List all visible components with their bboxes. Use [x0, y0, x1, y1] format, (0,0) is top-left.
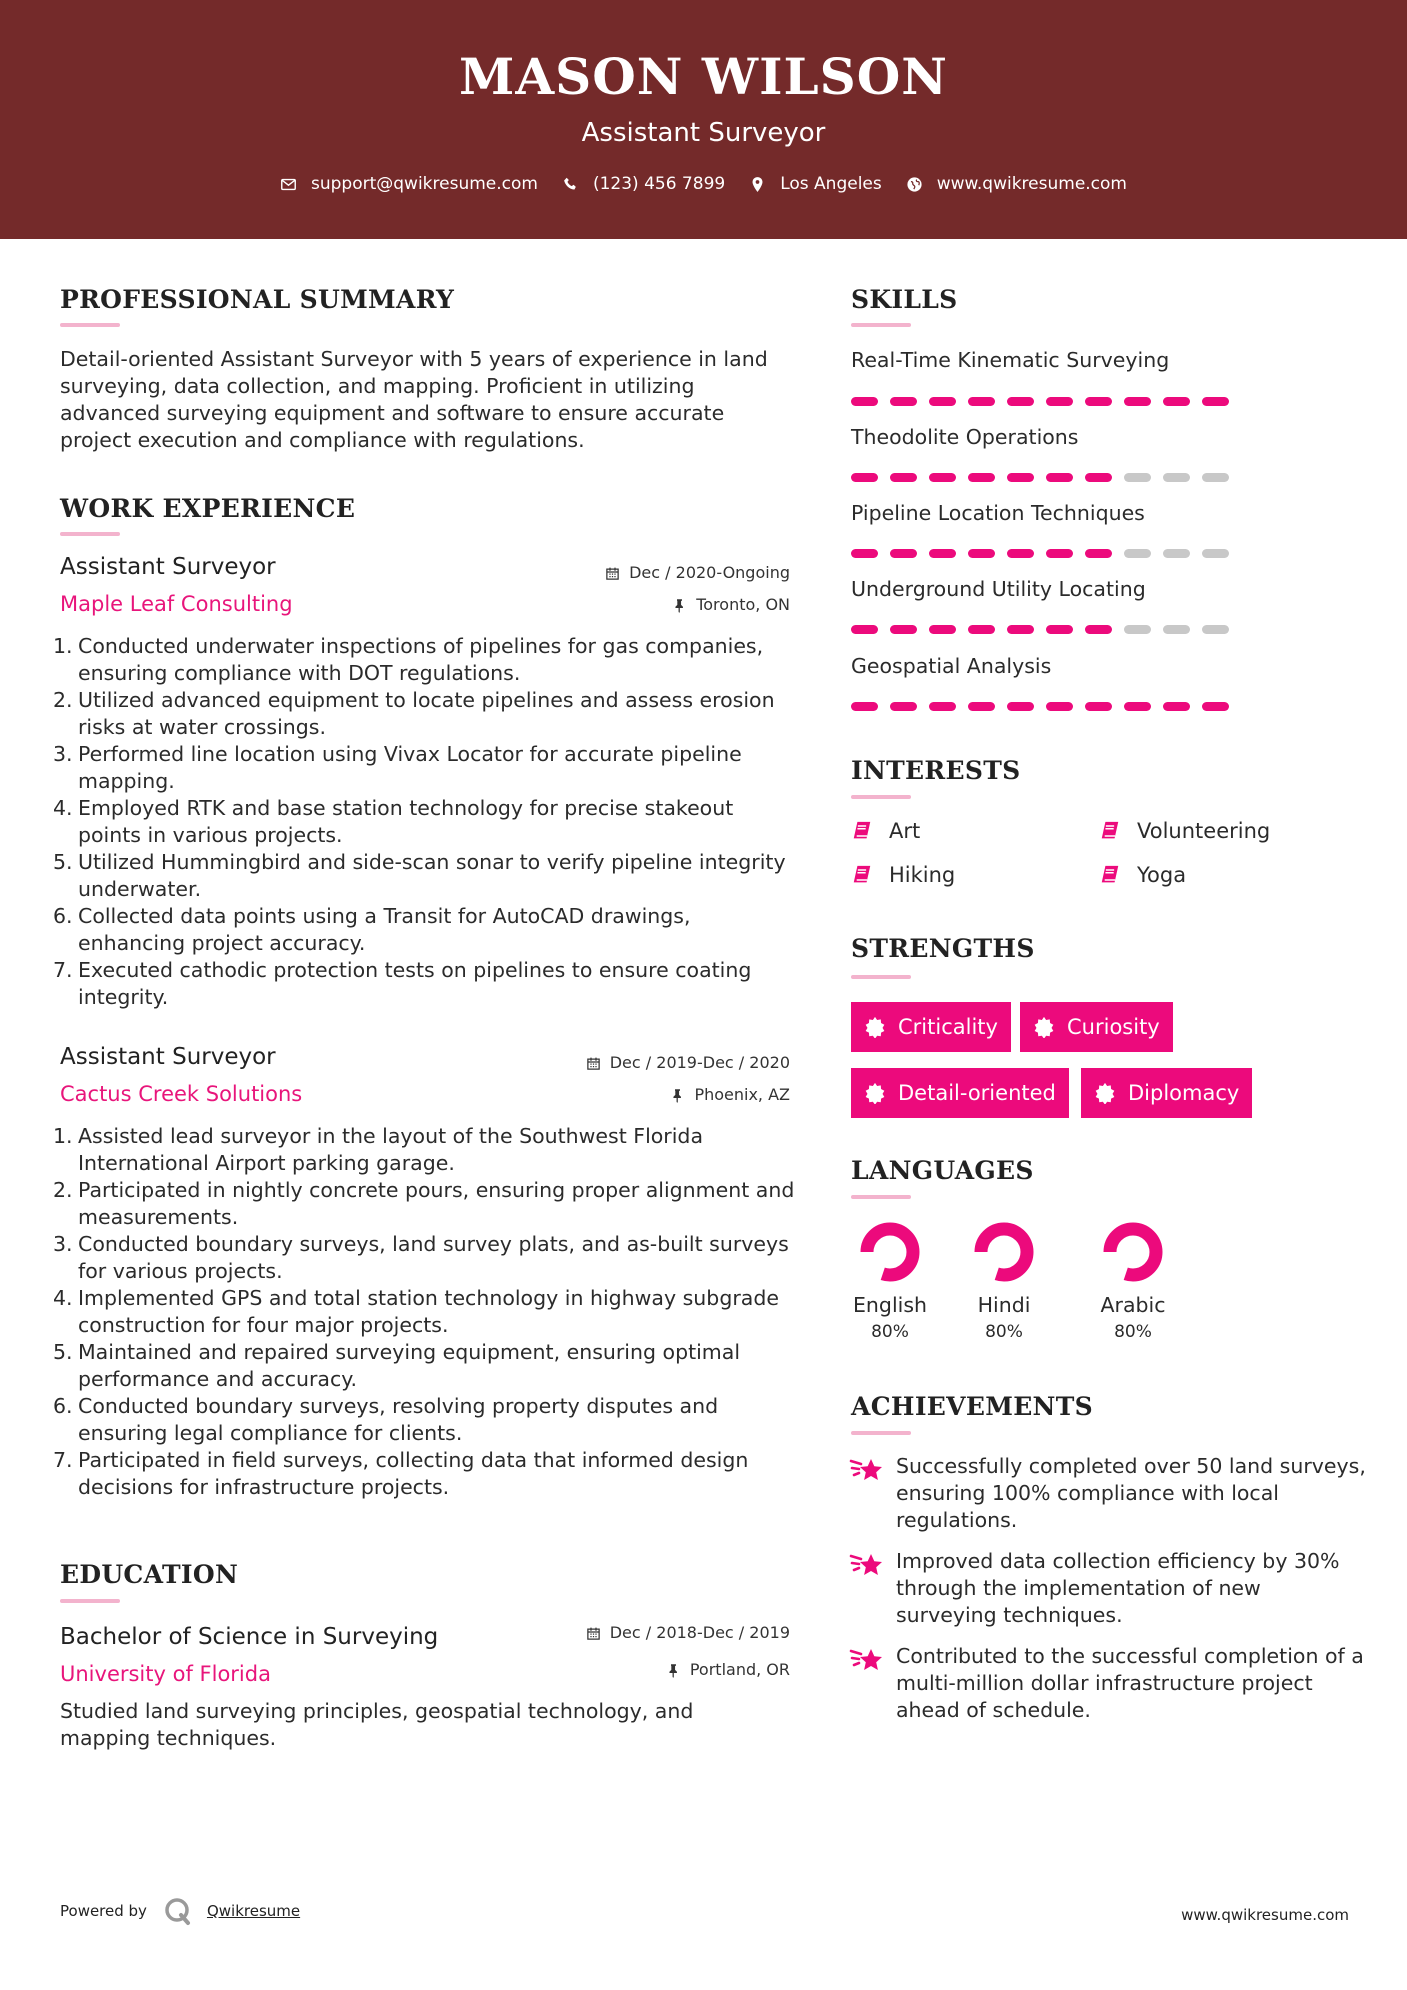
- skill-dash: [1007, 549, 1034, 558]
- education-date-text: Dec / 2018-Dec / 2019: [609, 1623, 790, 1642]
- language-percent: 80%: [871, 1321, 909, 1342]
- skill-dash: [1202, 549, 1229, 558]
- job-title: Assistant Surveyor: [60, 1044, 276, 1070]
- envelope-icon: [280, 176, 297, 193]
- skill-name: Underground Utility Locating: [851, 577, 1146, 601]
- job-duties-list: [53, 633, 799, 1011]
- skills-heading: SKILLS: [851, 285, 958, 314]
- skill-dash: [851, 625, 878, 634]
- interest-label: Yoga: [1137, 862, 1187, 887]
- skill-dash: [1085, 702, 1112, 711]
- skill-dash: [1163, 702, 1190, 711]
- contact-location-text: Los Angeles: [780, 174, 882, 194]
- skill-dash: [851, 397, 878, 406]
- calendar-icon: [605, 566, 620, 581]
- badge-seal-icon: [864, 1016, 886, 1038]
- achievements-heading: ACHIEVEMENTS: [851, 1392, 1093, 1421]
- interest-item: [1099, 864, 1186, 886]
- language-progress-ring: [857, 1219, 923, 1285]
- footer-powered-by: [60, 1896, 300, 1926]
- strength-badge: [851, 1068, 1069, 1118]
- education-description: Studied land surveying principles, geospatial technology, and mapping techniques.: [60, 1699, 694, 1750]
- calendar-icon: [586, 1626, 601, 1641]
- company-name: Cactus Creek Solutions: [60, 1082, 303, 1106]
- book-icon: [1099, 820, 1121, 842]
- list-item: 1. Assisted lead surveyor in the layout of the Southwest Florida International Airport parking garage.: [53, 1124, 703, 1175]
- strength-label: Curiosity: [1067, 1015, 1160, 1039]
- contact-phone-text: (123) 456 7899: [592, 174, 726, 194]
- skill-dash: [1163, 549, 1190, 558]
- contact-website-text: www.qwikresume.com: [936, 174, 1127, 194]
- badge-seal-icon: [1094, 1082, 1116, 1104]
- experience-underline: [60, 532, 120, 536]
- job-location: [672, 597, 790, 613]
- skill-dash: [968, 473, 995, 482]
- skill-dash: [1085, 549, 1112, 558]
- interest-item: [851, 864, 955, 886]
- skill-level-bar: [851, 625, 1231, 634]
- language-item: [1078, 1219, 1188, 1341]
- interest-label: Hiking: [889, 862, 956, 887]
- strength-label: Diplomacy: [1128, 1081, 1240, 1105]
- skill-dash: [1124, 473, 1151, 482]
- skill-dash: [1046, 702, 1073, 711]
- phone-icon: [562, 176, 579, 193]
- language-name: English: [852, 1293, 928, 1317]
- strength-label: Criticality: [898, 1015, 998, 1039]
- education-heading: EDUCATION: [60, 1560, 239, 1589]
- map-pin-icon: [749, 176, 766, 193]
- school-name: University of Florida: [60, 1662, 271, 1686]
- skill-dash: [1046, 625, 1073, 634]
- skill-dash: [929, 397, 956, 406]
- skill-dash: [851, 702, 878, 711]
- language-progress-ring: [971, 1219, 1037, 1285]
- education-location: [666, 1662, 790, 1678]
- list-item: 6. Conducted boundary surveys, resolving property disputes and ensuring legal compliance for clients.: [53, 1394, 719, 1445]
- strength-badge: [851, 1002, 1011, 1052]
- pushpin-icon: [666, 1663, 681, 1678]
- skill-name: Geospatial Analysis: [851, 654, 1052, 678]
- job-title: Assistant Surveyor: [60, 554, 276, 580]
- achievement-item: [851, 1548, 1361, 1632]
- job-date: [586, 1055, 790, 1071]
- skill-dash: [851, 473, 878, 482]
- interests-heading: INTERESTS: [851, 756, 1021, 785]
- list-item: 2. Utilized advanced equipment to locate pipelines and assess erosion risks at water crossings.: [53, 688, 775, 739]
- list-item: 3. Conducted boundary surveys, land survey plats, and as-built surveys for various projects.: [53, 1232, 789, 1283]
- skill-dash: [1007, 397, 1034, 406]
- degree-title: Bachelor of Science in Surveying: [60, 1624, 439, 1650]
- skill-dash: [1046, 397, 1073, 406]
- summary-underline: [60, 323, 120, 327]
- job-location-text: Toronto, ON: [696, 595, 790, 614]
- contact-email[interactable]: [280, 172, 538, 196]
- strengths-underline: [851, 975, 911, 979]
- job-duties-list: [53, 1123, 799, 1501]
- languages-heading: LANGUAGES: [851, 1156, 1034, 1185]
- badge-seal-icon: [864, 1082, 886, 1104]
- list-item: 2. Participated in nightly concrete pours, ensuring proper alignment and measurements.: [53, 1178, 795, 1229]
- job-date-text: Dec / 2020-Ongoing: [629, 563, 790, 582]
- summary-heading: PROFESSIONAL SUMMARY: [60, 285, 455, 314]
- skill-dash: [1124, 549, 1151, 558]
- skill-dash: [1124, 625, 1151, 634]
- skill-name: Real-Time Kinematic Surveying: [851, 348, 1170, 372]
- education-date: [586, 1625, 790, 1641]
- skill-dash: [1124, 397, 1151, 406]
- skill-dash: [929, 549, 956, 558]
- interest-item: [1099, 820, 1270, 842]
- skill-dash: [929, 473, 956, 482]
- list-item: 4. Employed RTK and base station technology for precise stakeout points in various projects.: [53, 796, 734, 847]
- achievement-text: Contributed to the successful completion of a multi-million dollar infrastructure project ahead of schedule.: [896, 1644, 1364, 1722]
- skill-dash: [890, 549, 917, 558]
- summary-text: Detail-oriented Assistant Surveyor with 5 years of experience in land surveying, data collection, and mapping. Proficient in utilizing advanced surveying equipment and software to ensure accurate project execution and compliance with regulations.: [60, 347, 768, 452]
- strength-label: Detail-oriented: [898, 1081, 1056, 1105]
- calendar-icon: [586, 1056, 601, 1071]
- achievements-underline: [851, 1431, 911, 1435]
- skill-dash: [890, 473, 917, 482]
- language-name: Arabic: [1100, 1293, 1166, 1317]
- language-item: [835, 1219, 945, 1341]
- book-icon: [851, 820, 873, 842]
- list-item: 3. Performed line location using Vivax Locator for accurate pipeline mapping.: [53, 742, 742, 793]
- candidate-name: MASON WILSON: [459, 47, 948, 106]
- skill-dash: [1046, 473, 1073, 482]
- language-percent: 80%: [985, 1321, 1023, 1342]
- interest-label: Volunteering: [1137, 818, 1271, 843]
- achievement-item: [851, 1453, 1366, 1537]
- shooting-star-icon: [849, 1552, 883, 1580]
- skill-dash: [1085, 397, 1112, 406]
- strength-badge: [1081, 1068, 1252, 1118]
- powered-by-label: Powered by: [60, 1902, 147, 1920]
- skill-dash: [1124, 702, 1151, 711]
- skill-dash: [851, 549, 878, 558]
- skill-level-bar: [851, 473, 1231, 482]
- skill-dash: [1163, 625, 1190, 634]
- job-date-text: Dec / 2019-Dec / 2020: [609, 1053, 790, 1072]
- skill-level-bar: [851, 702, 1231, 711]
- skill-dash: [1163, 397, 1190, 406]
- achievement-item: [851, 1643, 1364, 1727]
- interest-label: Art: [889, 818, 921, 843]
- education-location-text: Portland, OR: [689, 1660, 790, 1679]
- skills-underline: [851, 323, 911, 327]
- list-item: 7. Participated in field surveys, collecting data that informed design decisions for infrastructure projects.: [53, 1448, 749, 1499]
- contact-website[interactable]: [906, 172, 1127, 196]
- skill-dash: [1085, 473, 1112, 482]
- skill-dash: [890, 625, 917, 634]
- list-item: 6. Collected data points using a Transit for AutoCAD drawings, enhancing project accuracy.: [53, 904, 691, 955]
- skill-dash: [1202, 473, 1229, 482]
- language-percent: 80%: [1114, 1321, 1152, 1342]
- skill-dash: [890, 397, 917, 406]
- qwikresume-link[interactable]: Qwikresume: [206, 1902, 301, 1920]
- skill-dash: [929, 625, 956, 634]
- interest-item: [851, 820, 920, 842]
- job-location-text: Phoenix, AZ: [694, 1085, 790, 1104]
- language-name: Hindi: [977, 1293, 1031, 1317]
- contact-location: [749, 172, 882, 196]
- list-item: 7. Executed cathodic protection tests on pipelines to ensure coating integrity.: [53, 958, 752, 1009]
- contact-phone[interactable]: [562, 172, 725, 196]
- badge-seal-icon: [1033, 1016, 1055, 1038]
- shooting-star-icon: [849, 1647, 883, 1675]
- skill-name: Pipeline Location Techniques: [851, 501, 1145, 525]
- shooting-star-icon: [849, 1457, 883, 1485]
- book-icon: [851, 864, 873, 886]
- pushpin-icon: [672, 598, 687, 613]
- strength-badge: [1020, 1002, 1173, 1052]
- job-date: [605, 565, 790, 581]
- skill-dash: [1007, 473, 1034, 482]
- skill-name: Theodolite Operations: [851, 425, 1079, 449]
- skill-dash: [1163, 473, 1190, 482]
- qwikresume-logo-icon: [163, 1896, 193, 1926]
- languages-underline: [851, 1195, 911, 1199]
- skill-dash: [968, 549, 995, 558]
- skill-dash: [968, 625, 995, 634]
- skill-level-bar: [851, 549, 1231, 558]
- footer-website[interactable]: www.qwikresume.com: [1181, 1906, 1349, 1924]
- skill-dash: [1202, 702, 1229, 711]
- strengths-heading: STRENGTHS: [851, 934, 1035, 963]
- skill-dash: [929, 702, 956, 711]
- globe-icon: [906, 176, 923, 193]
- interests-underline: [851, 795, 911, 799]
- contact-email-text: support@qwikresume.com: [311, 174, 538, 194]
- job-location: [670, 1087, 790, 1103]
- achievement-text: Successfully completed over 50 land surveys, ensuring 100% compliance with local regulations.: [896, 1454, 1366, 1532]
- education-underline: [60, 1599, 120, 1603]
- skill-dash: [1202, 625, 1229, 634]
- company-name: Maple Leaf Consulting: [60, 592, 293, 616]
- pushpin-icon: [670, 1088, 685, 1103]
- candidate-role: Assistant Surveyor: [581, 118, 826, 148]
- skill-dash: [1046, 549, 1073, 558]
- skill-dash: [1085, 625, 1112, 634]
- list-item: 4. Implemented GPS and total station technology in highway subgrade construction for four major projects.: [53, 1286, 779, 1337]
- skill-dash: [968, 702, 995, 711]
- list-item: 5. Maintained and repaired surveying equipment, ensuring optimal performance and accuracy.: [53, 1340, 741, 1391]
- book-icon: [1099, 864, 1121, 886]
- experience-heading: WORK EXPERIENCE: [60, 494, 356, 523]
- achievement-text: Improved data collection efficiency by 30% through the implementation of new surveying techniques.: [896, 1549, 1340, 1627]
- list-item: 1. Conducted underwater inspections of pipelines for gas companies, ensuring compliance with DOT regulations.: [53, 634, 764, 685]
- language-item: [949, 1219, 1059, 1341]
- language-progress-ring: [1100, 1219, 1166, 1285]
- skill-dash: [1007, 625, 1034, 634]
- skill-level-bar: [851, 397, 1231, 406]
- list-item: 5. Utilized Hummingbird and side-scan sonar to verify pipeline integrity underwater.: [53, 850, 786, 901]
- resume-header: [0, 0, 1407, 239]
- skill-dash: [1007, 702, 1034, 711]
- skill-dash: [968, 397, 995, 406]
- skill-dash: [890, 702, 917, 711]
- contact-bar: [0, 172, 1407, 196]
- skill-dash: [1202, 397, 1229, 406]
